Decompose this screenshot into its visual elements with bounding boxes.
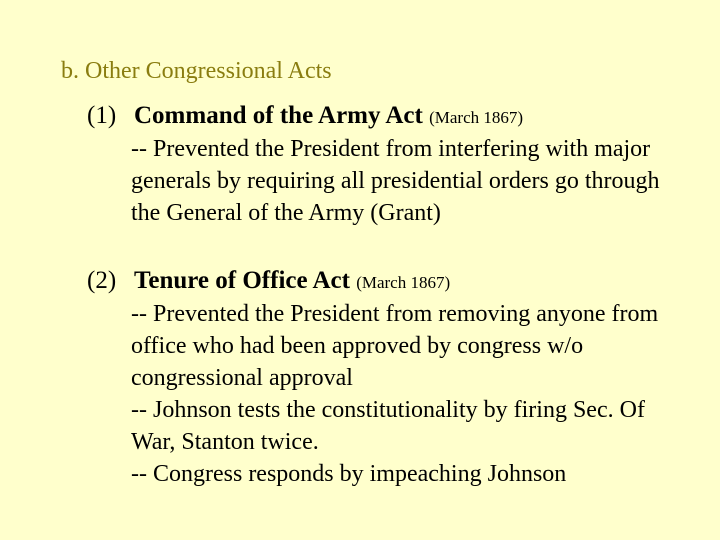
act-date: (March 1867) <box>356 273 451 292</box>
act-detail: -- Johnson tests the constitutionality by firing Sec. Of War, Stanton twice. <box>131 397 645 455</box>
act-number: (2) <box>87 267 117 294</box>
act-title: Tenure of Office Act <box>134 267 350 294</box>
act-number: (1) <box>87 102 117 129</box>
act-detail: -- Prevented the President from removing anyone from office who had been approved by congress w/o congressional approval <box>131 301 659 391</box>
act-title: Command of the Army Act <box>134 102 423 129</box>
act-date: (March 1867) <box>429 108 524 127</box>
act-detail: -- Congress responds by impeaching Johnson <box>131 461 567 487</box>
congressional-act-item <box>87 266 687 490</box>
section-heading: b. Other Congressional Acts <box>61 58 332 84</box>
act-heading <box>87 266 687 298</box>
act-detail: -- Prevented the President from interfering with major generals by requiring all presidential orders go through the General of the Army (Grant) <box>131 136 660 226</box>
congressional-act-item <box>87 101 687 229</box>
act-heading <box>87 101 687 133</box>
